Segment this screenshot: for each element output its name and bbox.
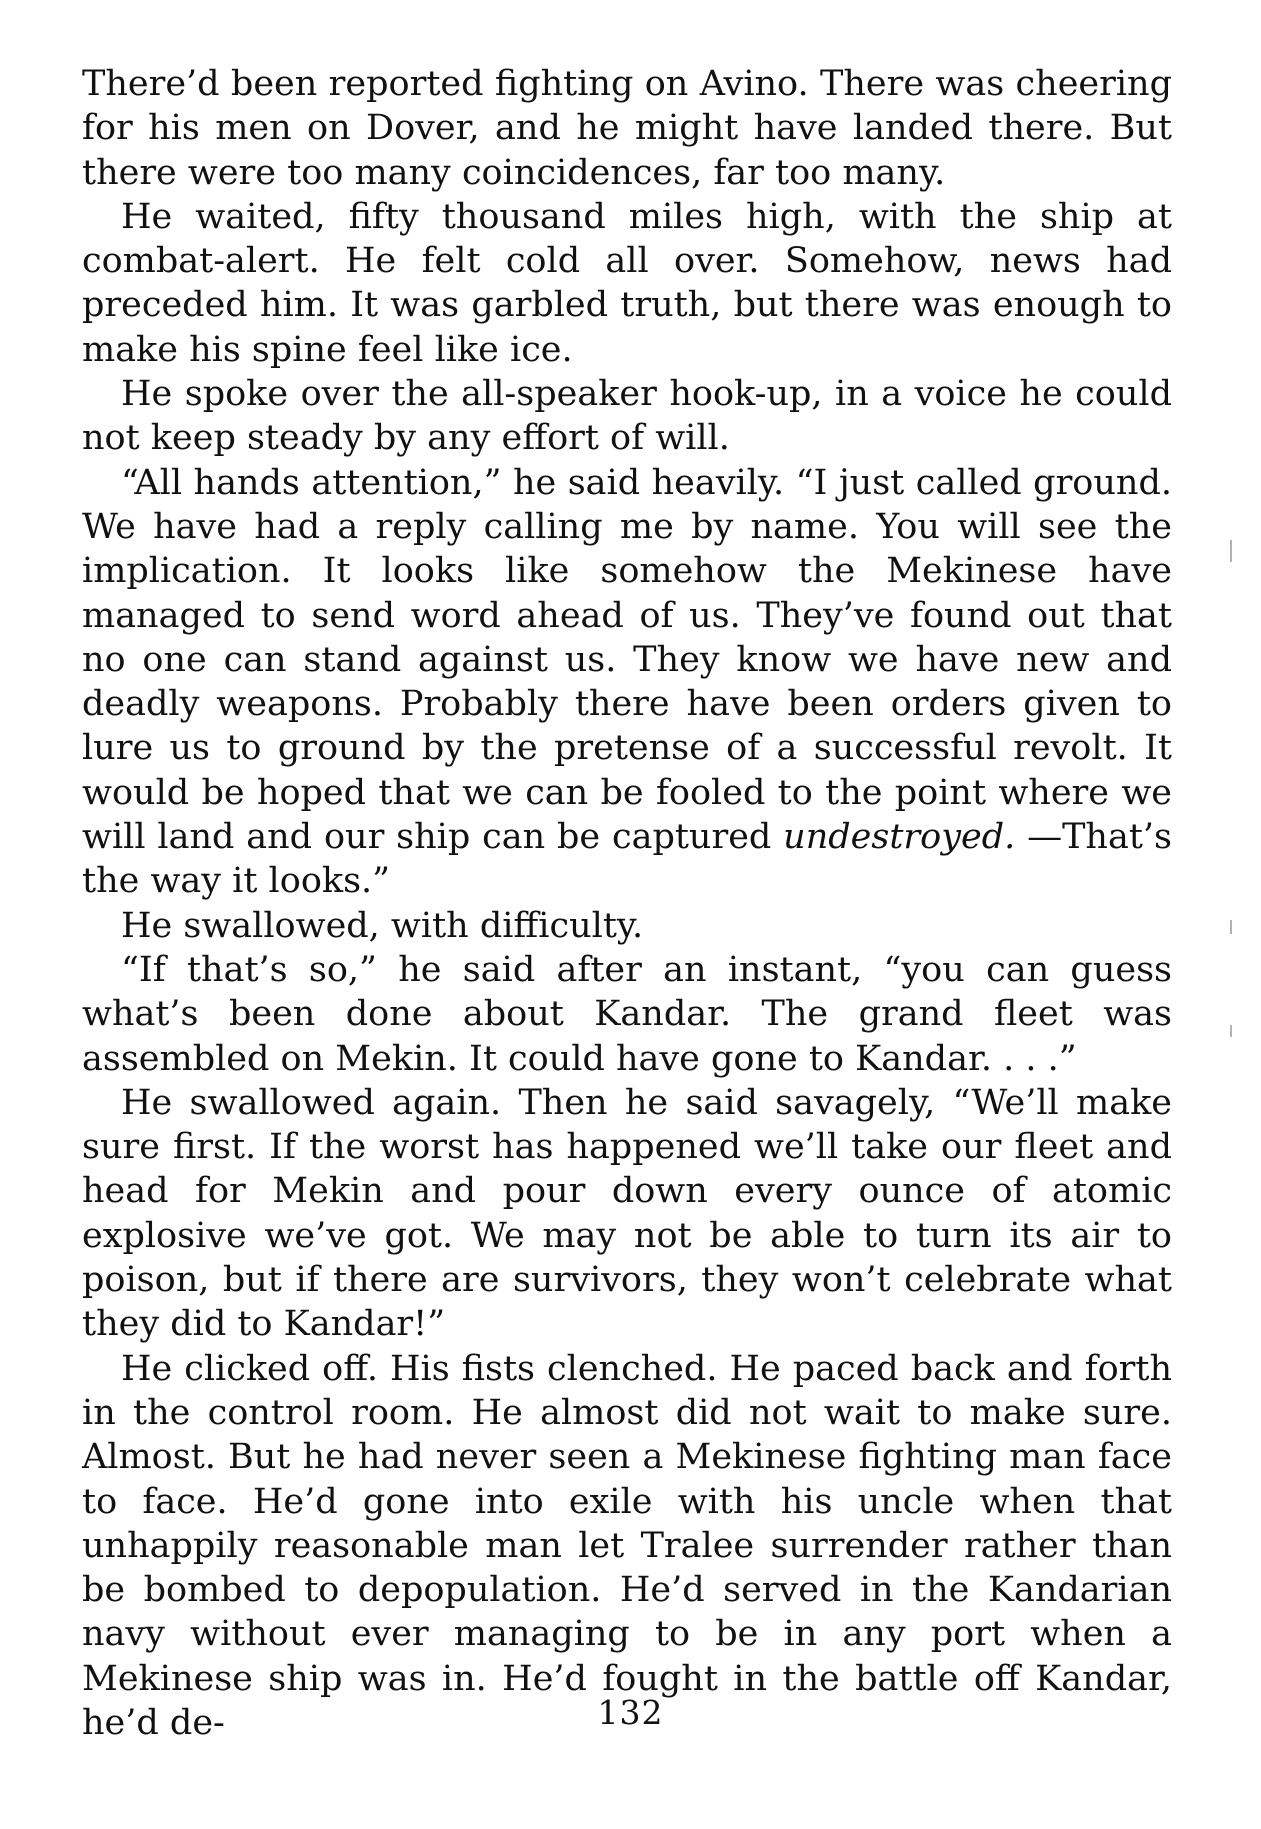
paragraph: He swallowed again. Then he said savagely, “We’ll make sure first. If the worst has happened we’ll take our fleet and head for Mekin and pour down every ounce of atomic explosive we’ve got. We may not be able to turn its air to poison, but if there are survivors, they won’t celebrate what they did to Kandar!” <box>82 1082 1172 1345</box>
book-page-body <box>82 62 1172 1745</box>
paragraph-text: “All hands attention,” he said heavily. “I just called ground. We have had a reply calling me by name. You will see the implication. It looks like somehow the Mekinese have managed to send word ahead of us. They’ve found out that no one can stand against us. They know we have new and deadly weapons. Probably there have been orders given to lure us to ground by the pretense of a successful revolt. It would be hoped that we can be fooled to the point where we will land and our ship can be captured <box>82 462 1172 858</box>
emphasized-word: undestroyed. <box>783 817 1016 858</box>
paragraph <box>82 461 1172 904</box>
paragraph: He clicked off. His fists clenched. He paced back and forth in the control room. He almost did not wait to make sure. Almost. But he had never seen a Mekinese fighting man face to face. He’d gone into exile with his uncle when that unhappily reasonable man let Tralee surrender rather than be bombed to depopulation. He’d served in the Kandarian navy without ever managing to be in any port when a Mekinese ship was in. He’d fought in the battle off Kandar, he’d de- <box>82 1348 1172 1743</box>
scan-edge-mark <box>1230 540 1232 562</box>
paragraph-text: —That’s the way it looks.” <box>82 817 1172 902</box>
scan-edge-mark <box>1230 1025 1232 1037</box>
paragraph: “If that’s so,” he said after an instant, “you can guess what’s been done about Kandar. The grand fleet was assembled on Mekin. It could have gone to Kandar. . . .” <box>82 949 1172 1079</box>
paragraph: He waited, fifty thousand miles high, with the ship at combat-alert. He felt cold all over. Somehow, news had preceded him. It was garbled truth, but there was enough to make his spine feel like ice. <box>82 196 1172 370</box>
paragraph: He spoke over the all-speaker hook-up, in a voice he could not keep steady by any effort of will. <box>82 374 1172 459</box>
page-number: 132 <box>597 1693 664 1732</box>
scan-edge-mark <box>1230 920 1232 934</box>
paragraph: He swallowed, with difficulty. <box>121 905 644 946</box>
paragraph: There’d been reported fighting on Avino. There was cheering for his men on Dover, and he might have landed there. But there were too many coincidences, far too many. <box>82 64 1172 193</box>
